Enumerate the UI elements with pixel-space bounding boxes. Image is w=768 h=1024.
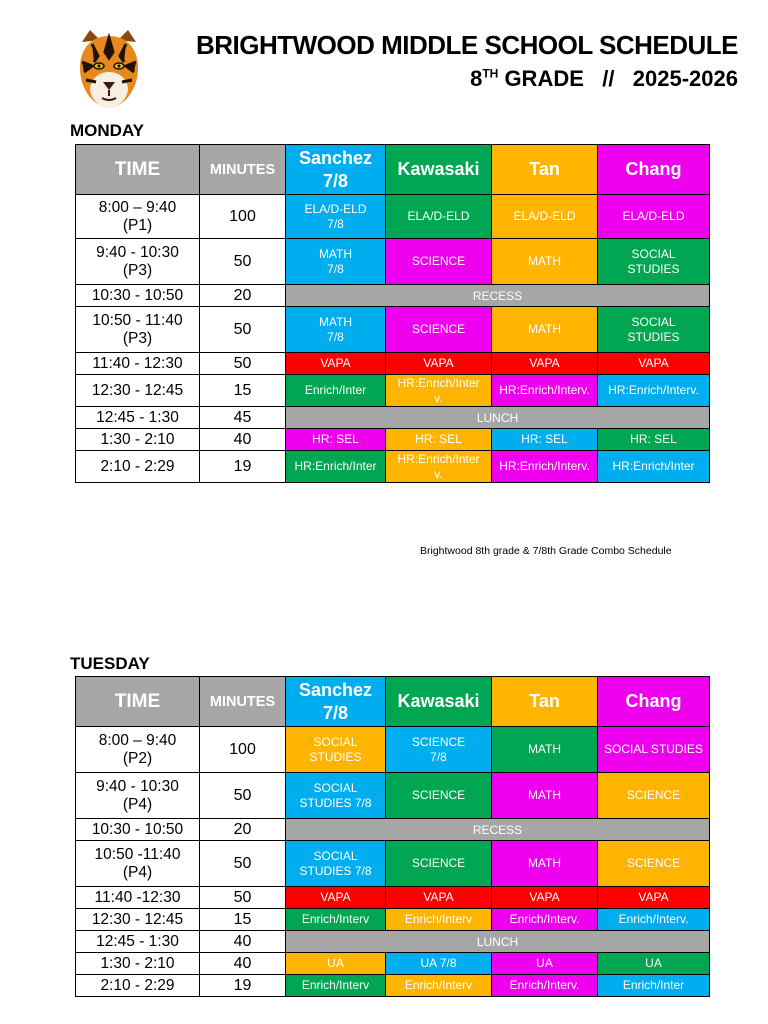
- lunch-span-cell: LUNCH: [286, 931, 710, 953]
- minutes-cell: 50: [200, 239, 286, 285]
- schedule-row: [76, 727, 710, 773]
- schedule-row: [76, 975, 710, 997]
- tuesday-schedule-table: [75, 676, 710, 997]
- class-cell: ELA/D-ELD: [386, 195, 492, 239]
- minutes-cell: 40: [200, 931, 286, 953]
- schedule-row: [76, 407, 710, 429]
- class-cell: VAPA: [598, 887, 710, 909]
- time-cell: 11:40 -12:30: [76, 887, 200, 909]
- class-cell: Enrich/Interv: [286, 975, 386, 997]
- class-cell: ELA/D-ELD: [492, 195, 598, 239]
- minutes-cell: 50: [200, 307, 286, 353]
- class-cell: MATH: [492, 239, 598, 285]
- class-cell: VAPA: [386, 353, 492, 375]
- schedule-row: [76, 429, 710, 451]
- schedule-row: [76, 819, 710, 841]
- class-cell: MATH 7/8: [286, 239, 386, 285]
- time-cell: 2:10 - 2:29: [76, 975, 200, 997]
- minutes-cell: 40: [200, 429, 286, 451]
- minutes-cell: 50: [200, 841, 286, 887]
- class-cell: SCIENCE: [386, 307, 492, 353]
- time-cell: 8:00 – 9:40 (P1): [76, 195, 200, 239]
- class-cell: MATH 7/8: [286, 307, 386, 353]
- monday-label: MONDAY: [70, 121, 144, 140]
- class-cell: HR:Enrich/Inter: [598, 451, 710, 483]
- class-cell: HR:Enrich/Interv.: [598, 375, 710, 407]
- schedule-row: [76, 375, 710, 407]
- time-cell: 1:30 - 2:10: [76, 953, 200, 975]
- class-cell: HR:Enrich/Interv.: [492, 375, 598, 407]
- class-cell: MATH: [492, 307, 598, 353]
- time-cell: 8:00 – 9:40 (P2): [76, 727, 200, 773]
- teacher-header-1: Sanchez 7/8: [286, 145, 386, 195]
- time-cell: 10:50 -11:40 (P4): [76, 841, 200, 887]
- teacher-header-3: Tan: [492, 677, 598, 727]
- class-cell: SCIENCE: [386, 773, 492, 819]
- teacher-header-1: Sanchez 7/8: [286, 677, 386, 727]
- class-cell: HR:Enrich/Inter v.: [386, 375, 492, 407]
- grade-year-text: GRADE // 2025-2026: [498, 66, 738, 91]
- minutes-cell: 15: [200, 909, 286, 931]
- schedule-row: [76, 953, 710, 975]
- class-cell: VAPA: [492, 353, 598, 375]
- minutes-cell: 20: [200, 819, 286, 841]
- class-cell: UA: [598, 953, 710, 975]
- header-row: [76, 145, 710, 195]
- class-cell: Enrich/Interv.: [598, 909, 710, 931]
- schedule-row: [76, 195, 710, 239]
- header-row: [76, 677, 710, 727]
- class-cell: SOCIAL STUDIES: [598, 239, 710, 285]
- tuesday-label: TUESDAY: [70, 654, 150, 673]
- time-cell: 12:30 - 12:45: [76, 909, 200, 931]
- schedule-row: [76, 307, 710, 353]
- time-cell: 10:30 - 10:50: [76, 819, 200, 841]
- minutes-cell: 15: [200, 375, 286, 407]
- class-cell: HR: SEL: [386, 429, 492, 451]
- class-cell: Enrich/Inter: [286, 375, 386, 407]
- class-cell: HR: SEL: [598, 429, 710, 451]
- time-cell: 9:40 - 10:30 (P3): [76, 239, 200, 285]
- schedule-row: [76, 887, 710, 909]
- page-title: BRIGHTWOOD MIDDLE SCHOOL SCHEDULE: [195, 30, 738, 60]
- time-cell: 10:50 - 11:40 (P3): [76, 307, 200, 353]
- minutes-cell: 50: [200, 353, 286, 375]
- grade-suffix: TH: [482, 66, 499, 81]
- time-header: TIME: [76, 677, 200, 727]
- class-cell: ELA/D-ELD 7/8: [286, 195, 386, 239]
- recess-span-cell: RECESS: [286, 285, 710, 307]
- minutes-cell: 19: [200, 451, 286, 483]
- class-cell: SOCIAL STUDIES 7/8: [286, 841, 386, 887]
- grade-number: 8: [470, 66, 483, 91]
- schedule-row: [76, 931, 710, 953]
- class-cell: HR: SEL: [492, 429, 598, 451]
- monday-schedule-table: [75, 144, 710, 483]
- schedule-footnote: Brightwood 8th grade & 7/8th Grade Combo Schedule: [420, 545, 672, 557]
- lunch-span-cell: LUNCH: [286, 407, 710, 429]
- schedule-row: [76, 353, 710, 375]
- schedule-row: [76, 285, 710, 307]
- teacher-header-2: Kawasaki: [386, 145, 492, 195]
- time-cell: 12:45 - 1:30: [76, 931, 200, 953]
- class-cell: SCIENCE: [386, 841, 492, 887]
- class-cell: HR:Enrich/Interv.: [492, 451, 598, 483]
- class-cell: SOCIAL STUDIES: [598, 307, 710, 353]
- teacher-header-2: Kawasaki: [386, 677, 492, 727]
- time-cell: 1:30 - 2:10: [76, 429, 200, 451]
- minutes-cell: 19: [200, 975, 286, 997]
- schedule-row: [76, 239, 710, 285]
- time-cell: 12:30 - 12:45: [76, 375, 200, 407]
- class-cell: HR:Enrich/Inter: [286, 451, 386, 483]
- class-cell: VAPA: [598, 353, 710, 375]
- class-cell: Enrich/Interv: [286, 909, 386, 931]
- schedule-row: [76, 451, 710, 483]
- class-cell: MATH: [492, 773, 598, 819]
- class-cell: Enrich/Inter: [598, 975, 710, 997]
- recess-span-cell: RECESS: [286, 819, 710, 841]
- class-cell: SOCIAL STUDIES: [598, 727, 710, 773]
- time-cell: 9:40 - 10:30 (P4): [76, 773, 200, 819]
- class-cell: Enrich/Interv: [386, 909, 492, 931]
- minutes-cell: 40: [200, 953, 286, 975]
- schedule-row: [76, 909, 710, 931]
- class-cell: UA: [286, 953, 386, 975]
- class-cell: SOCIAL STUDIES 7/8: [286, 773, 386, 819]
- time-cell: 11:40 - 12:30: [76, 353, 200, 375]
- class-cell: SCIENCE: [386, 239, 492, 285]
- class-cell: HR:Enrich/Inter v.: [386, 451, 492, 483]
- tiger-mascot-logo: [74, 28, 144, 110]
- minutes-cell: 100: [200, 195, 286, 239]
- time-header: TIME: [76, 145, 200, 195]
- minutes-cell: 100: [200, 727, 286, 773]
- class-cell: VAPA: [492, 887, 598, 909]
- minutes-header: MINUTES: [200, 677, 286, 727]
- class-cell: Enrich/Interv: [386, 975, 492, 997]
- class-cell: SCIENCE: [598, 773, 710, 819]
- grade-year-subtitle: [470, 66, 738, 92]
- teacher-header-3: Tan: [492, 145, 598, 195]
- class-cell: Enrich/Interv.: [492, 909, 598, 931]
- teacher-header-4: Chang: [598, 145, 710, 195]
- class-cell: VAPA: [386, 887, 492, 909]
- teacher-header-4: Chang: [598, 677, 710, 727]
- minutes-cell: 50: [200, 887, 286, 909]
- class-cell: VAPA: [286, 887, 386, 909]
- class-cell: UA 7/8: [386, 953, 492, 975]
- class-cell: MATH: [492, 841, 598, 887]
- class-cell: MATH: [492, 727, 598, 773]
- class-cell: SOCIAL STUDIES: [286, 727, 386, 773]
- class-cell: UA: [492, 953, 598, 975]
- minutes-cell: 20: [200, 285, 286, 307]
- schedule-row: [76, 773, 710, 819]
- minutes-cell: 50: [200, 773, 286, 819]
- time-cell: 12:45 - 1:30: [76, 407, 200, 429]
- class-cell: SCIENCE 7/8: [386, 727, 492, 773]
- schedule-row: [76, 841, 710, 887]
- class-cell: Enrich/Interv.: [492, 975, 598, 997]
- time-cell: 10:30 - 10:50: [76, 285, 200, 307]
- class-cell: VAPA: [286, 353, 386, 375]
- time-cell: 2:10 - 2:29: [76, 451, 200, 483]
- class-cell: ELA/D-ELD: [598, 195, 710, 239]
- class-cell: HR: SEL: [286, 429, 386, 451]
- class-cell: SCIENCE: [598, 841, 710, 887]
- minutes-cell: 45: [200, 407, 286, 429]
- minutes-header: MINUTES: [200, 145, 286, 195]
